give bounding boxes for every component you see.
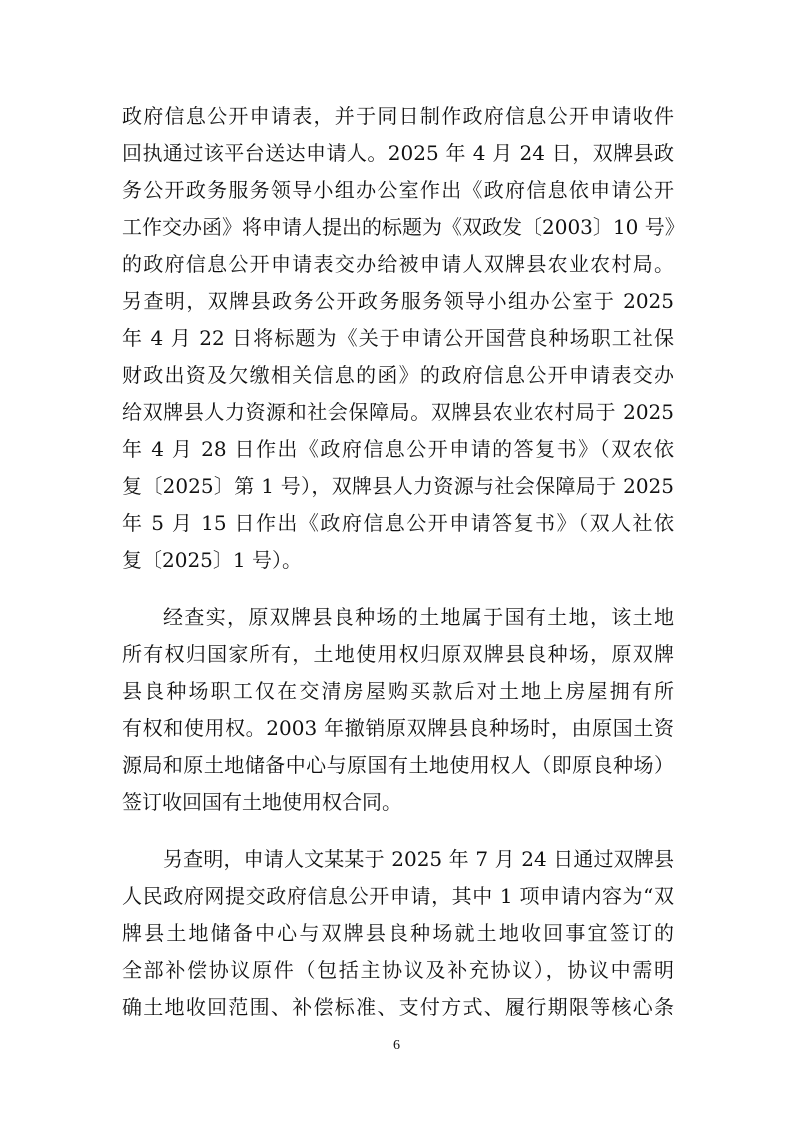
text-line: 牌县土地储备中心与双牌县良种场就土地收回事宜签订的 — [122, 921, 674, 945]
text-line: 年 4 月 22 日将标题为《关于申请公开国营良种场职工社保 — [122, 326, 674, 350]
text-line: 务公开政务服务领导小组办公室作出《政府信息依申请公开 — [122, 178, 674, 202]
text-line: 年 5 月 15 日作出《政府信息公开申请答复书》（双人社依 — [122, 511, 674, 535]
text-line: 签订收回国有土地使用权合同。 — [122, 790, 402, 814]
text-line: 另查明，申请人文某某于 2025 年 7 月 24 日通过双牌县 — [163, 847, 674, 871]
text-line: 政府信息公开申请表，并于同日制作政府信息公开申请收件 — [122, 104, 674, 128]
text-line: 经查实，原双牌县良种场的土地属于国有土地，该土地 — [163, 605, 674, 629]
text-line: 确土地收回范围、补偿标准、支付方式、履行期限等核心条 — [122, 995, 674, 1019]
text-line: 年 4 月 28 日作出《政府信息公开申请的答复书》（双农依 — [122, 437, 674, 461]
page-number: 6 — [393, 1038, 400, 1053]
text-line: 有权和使用权。2003 年撤销原双牌县良种场时，由原国土资 — [122, 716, 674, 740]
text-line: 给双牌县人力资源和社会保障局。双牌县农业农村局于 2025 — [122, 400, 674, 424]
paragraph — [122, 599, 674, 821]
text-line: 复〔2025〕1 号）。 — [122, 548, 302, 572]
text-line: 源局和原土地储备中心与原国有土地使用权人（即原良种场） — [122, 753, 674, 777]
text-line: 回执通过该平台送达申请人。2025 年 4 月 24 日，双牌县政 — [122, 141, 674, 165]
text-line: 人民政府网提交政府信息公开申请，其中 1 项申请内容为“双 — [122, 884, 674, 908]
text-line: 财政出资及欠缴相关信息的函》的政府信息公开申请表交办 — [122, 363, 674, 387]
text-line: 全部补偿协议原件（包括主协议及补充协议），协议中需明 — [122, 958, 674, 982]
text-line: 县良种场职工仅在交清房屋购买款后对土地上房屋拥有所 — [122, 679, 674, 703]
page-body — [122, 98, 685, 1026]
text-line: 另查明，双牌县政务公开政务服务领导小组办公室于 2025 — [122, 289, 674, 313]
text-line: 的政府信息公开申请表交办给被申请人双牌县农业农村局。 — [122, 252, 674, 276]
paragraph — [122, 841, 674, 1026]
paragraph — [122, 98, 685, 579]
text-line: 复〔2025〕第 1 号），双牌县人力资源与社会保障局于 2025 — [122, 474, 674, 498]
text-line: 工作交办函》将申请人提出的标题为《双政发〔2003〕10 号》 — [122, 215, 685, 239]
text-line: 所有权归国家所有，土地使用权归原双牌县良种场，原双牌 — [122, 642, 674, 666]
